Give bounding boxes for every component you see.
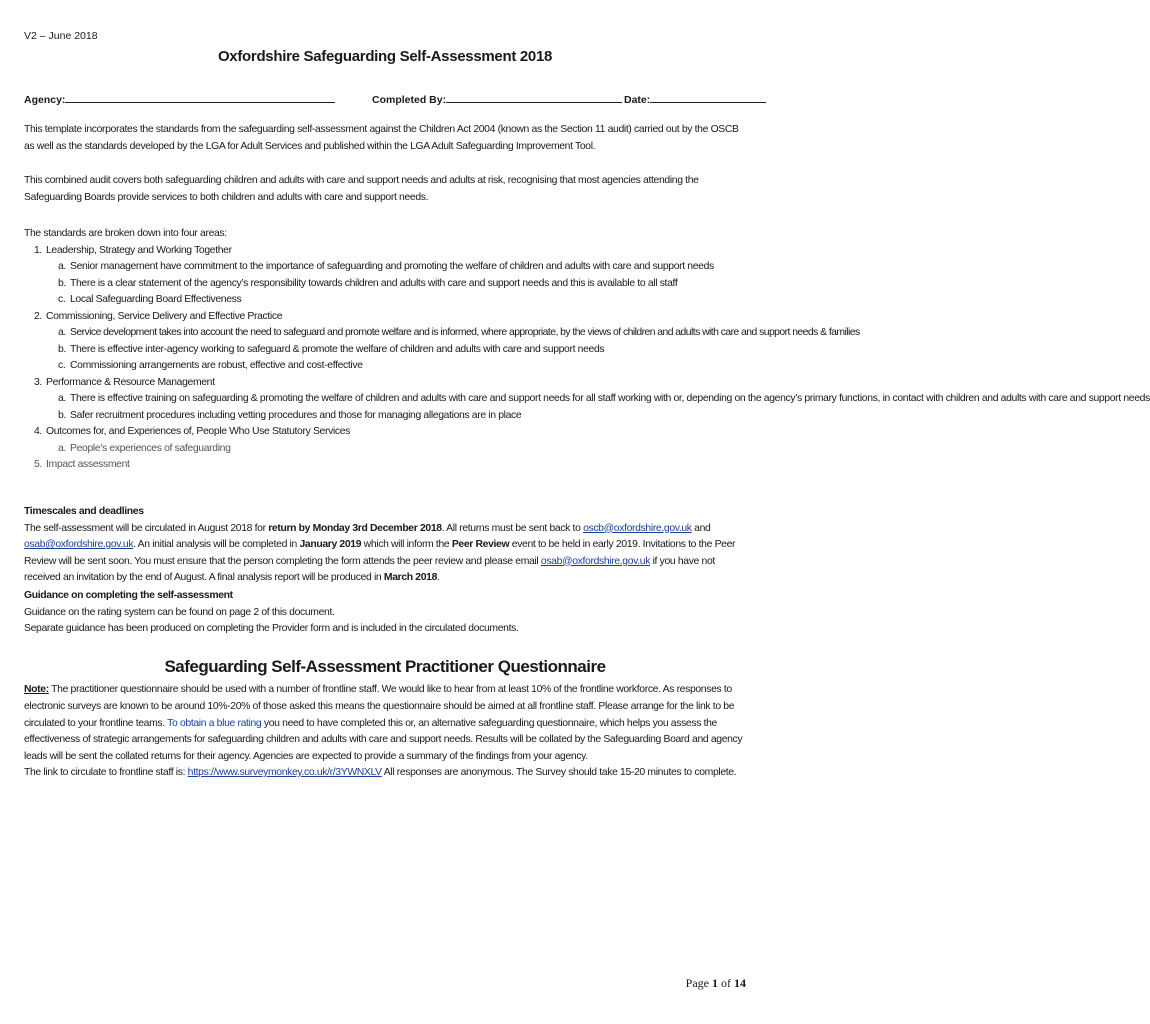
area-2-item-b: b. There is effective inter-agency working to safeguard & promote the welfare of children and adults with care and support needs xyxy=(58,343,605,355)
note-label: Note: xyxy=(24,684,49,695)
area-number: 1. xyxy=(34,244,42,256)
standards-list xyxy=(24,226,1150,474)
area-label: Leadership, Strategy and Working Together xyxy=(46,244,232,256)
timescales-section xyxy=(24,504,746,587)
guidance-heading: Guidance on completing the self-assessment xyxy=(24,590,233,601)
area-3-item-a: a. There is effective training on safeguarding & promoting the welfare of children and adults with care and support needs for all staff working with or, depending on the agency’s primary functions, in contact with children and adults with care and support needs xyxy=(58,393,1150,404)
area-1-item-b: b. There is a clear statement of the agency’s responsibility towards children and adults with care and support needs and this is available to all staff xyxy=(58,277,678,289)
survey-link-line: The link to circulate to frontline staff is: https://www.surveymonkey.co.uk/r/3YWNXLV All responses are anonymous. The Survey should take 15-20 minutes to complete. xyxy=(24,767,737,778)
area-1-item-c: c. Local Safeguarding Board Effectiveness xyxy=(58,294,242,305)
standards-intro: The standards are broken down into four areas: xyxy=(24,228,227,239)
survey-link[interactable]: https://www.surveymonkey.co.uk/r/3YWNXLV xyxy=(187,767,382,778)
agency-field[interactable] xyxy=(24,92,335,106)
questionnaire-note: Note: The practitioner questionnaire should be used with a number of frontline staff. We would like to hear from at least 10% of the frontline workforce. As responses to electronic surveys are known to be around 10%-20% of those asked this means the questionnaire should be aimed at all frontline staff. Please arrange for the link to be circulated to your frontline teams. To obtain a blue rating you need to have completed this or, an alternative safeguarding questionnaire, which helps you assess the effectiveness of strategic arrangements for safeguarding children and adults with care and support needs. Results will be collated by the Safeguarding Board and agency leads will be sent the collated returns for their agency. Agencies are expected to provide a summary of the findings from your agency. xyxy=(24,684,743,763)
agency-input-line[interactable] xyxy=(65,92,335,103)
timescales-heading: Timescales and deadlines xyxy=(24,506,144,517)
guidance-section xyxy=(24,588,746,638)
date-input-line[interactable] xyxy=(650,92,766,103)
intro-paragraph-2: This combined audit covers both safeguarding children and adults with care and support needs and adults at risk, recognising that most agencies attending the Safeguarding Boards provide services to both children and adults with care and support needs. xyxy=(24,175,699,203)
version-label: V2 – June 2018 xyxy=(24,30,98,42)
intro-paragraph-1: This template incorporates the standards from the safeguarding self-assessment against the Children Act 2004 (known as the Section 11 audit) carried out by the OSCB as well as the standards developed by the LGA for Adult Services and published within the LGA Adult Safeguarding Improvement Tool. xyxy=(24,124,739,152)
area-3-item-b: b. Safer recruitment procedures including vetting procedures and those for managing allegations are in place xyxy=(58,409,522,421)
completed-by-label: Completed By: xyxy=(372,94,447,106)
questionnaire-title: Safeguarding Self-Assessment Practitioner Questionnaire xyxy=(164,657,606,676)
osab-email-link[interactable]: osab@oxfordshire.gov.uk xyxy=(24,539,134,550)
osab-email-link-2[interactable]: osab@oxfordshire.gov.uk xyxy=(540,555,651,567)
area-3: 3. Performance & Resource Management xyxy=(34,376,215,388)
area-5: 5. Impact assessment xyxy=(34,459,130,470)
timescales-body: The self-assessment will be circulated in August 2018 for return by Monday 3rd December 2018. All returns must be sent back to oscb@oxfordshire.gov.uk and osab@oxfordshire.gov.uk. An initial analysis will be completed in January 2019 which will inform the Peer Review event to be held in early 2019. Invitations to the Peer Review will be sent soon. You must ensure that the person completing the form attends the peer review and please email osab@oxfordshire.gov.uk if you have not received an invitation by the end of August. A final analysis report will be produced in March 2018. xyxy=(24,522,736,583)
blue-rating-text: To obtain a blue rating xyxy=(167,717,262,729)
area-4-item-a: a. People’s experiences of safeguarding xyxy=(58,442,231,454)
completed-by-field[interactable] xyxy=(372,92,622,106)
area-2-item-a: a. Service development takes into account the need to safeguard and promote welfare and is informed, where appropriate, by the views of children and adults with care and support needs & families xyxy=(58,327,860,338)
date-label: Date: xyxy=(624,94,651,106)
area-1-item-a: a. Senior management have commitment to the importance of safeguarding and promoting the welfare of children and adults with care and support needs xyxy=(58,261,714,272)
agency-label: Agency: xyxy=(24,94,66,106)
area-2: 2. Commissioning, Service Delivery and Effective Practice xyxy=(34,310,283,322)
date-field[interactable] xyxy=(624,92,766,106)
guidance-line-2: Separate guidance has been produced on completing the Provider form and is included in the circulated documents. xyxy=(24,623,519,634)
area-1 xyxy=(24,243,746,260)
document-title: Oxfordshire Safeguarding Self-Assessment 2018 xyxy=(217,48,553,65)
area-2-item-c: c. Commissioning arrangements are robust, effective and cost-effective xyxy=(58,360,363,371)
oscb-email-link[interactable]: oscb@oxfordshire.gov.uk xyxy=(583,522,692,534)
completed-by-input-line[interactable] xyxy=(446,92,622,103)
area-4: 4. Outcomes for, and Experiences of, People Who Use Statutory Services xyxy=(34,426,351,437)
page-number: Page 1 of 14 xyxy=(685,976,746,990)
guidance-line-1: Guidance on the rating system can be found on page 2 of this document. xyxy=(24,606,335,618)
